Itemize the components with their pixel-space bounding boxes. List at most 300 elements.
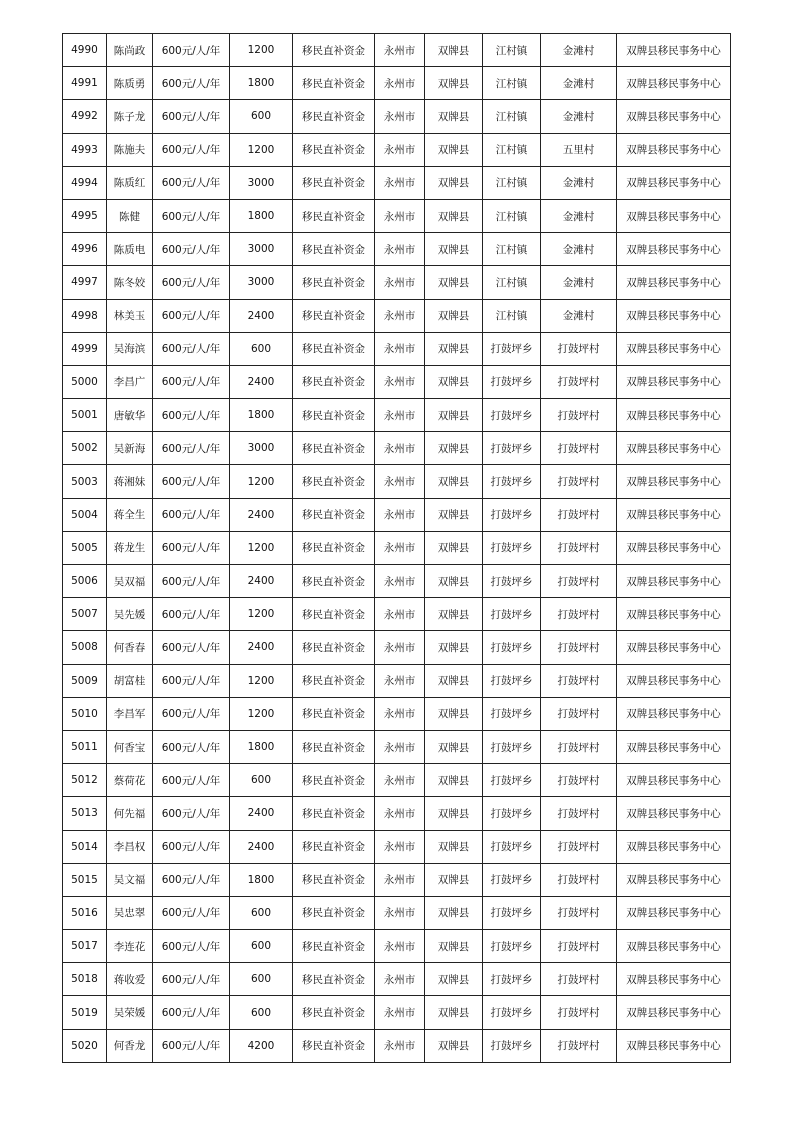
fund-type-cell: 移民直补资金	[293, 797, 375, 830]
town-cell: 江村镇	[483, 100, 541, 133]
row-number-cell: 5016	[63, 896, 107, 929]
amount-cell: 600	[230, 332, 293, 365]
name-cell: 陈质勇	[107, 67, 153, 100]
city-cell: 永州市	[375, 730, 425, 763]
table-row	[63, 266, 731, 299]
table-row	[63, 963, 731, 996]
fund-type-cell: 移民直补资金	[293, 830, 375, 863]
county-cell: 双牌县	[425, 797, 483, 830]
fund-type-cell: 移民直补资金	[293, 166, 375, 199]
amount-cell: 600	[230, 996, 293, 1029]
city-cell: 永州市	[375, 896, 425, 929]
town-cell: 打鼓坪乡	[483, 930, 541, 963]
city-cell: 永州市	[375, 797, 425, 830]
row-number-cell: 5007	[63, 598, 107, 631]
fund-type-cell: 移民直补资金	[293, 963, 375, 996]
city-cell: 永州市	[375, 697, 425, 730]
table-row	[63, 631, 731, 664]
name-cell: 何香春	[107, 631, 153, 664]
village-cell: 打鼓坪村	[541, 465, 617, 498]
name-cell: 吴双福	[107, 565, 153, 598]
amount-cell: 1200	[230, 664, 293, 697]
fund-type-cell: 移民直补资金	[293, 332, 375, 365]
fund-type-cell: 移民直补资金	[293, 498, 375, 531]
village-cell: 金滩村	[541, 233, 617, 266]
amount-cell: 1200	[230, 697, 293, 730]
table-row	[63, 332, 731, 365]
table-row	[63, 531, 731, 564]
city-cell: 永州市	[375, 930, 425, 963]
city-cell: 永州市	[375, 100, 425, 133]
name-cell: 陈冬姣	[107, 266, 153, 299]
table-row	[63, 830, 731, 863]
county-cell: 双牌县	[425, 730, 483, 763]
town-cell: 打鼓坪乡	[483, 598, 541, 631]
city-cell: 永州市	[375, 1029, 425, 1062]
fund-type-cell: 移民直补资金	[293, 697, 375, 730]
city-cell: 永州市	[375, 598, 425, 631]
standard-cell: 600元/人/年	[153, 764, 230, 797]
table-row	[63, 432, 731, 465]
row-number-cell: 5004	[63, 498, 107, 531]
fund-type-cell: 移民直补资金	[293, 233, 375, 266]
row-number-cell: 5008	[63, 631, 107, 664]
village-cell: 打鼓坪村	[541, 764, 617, 797]
amount-cell: 1800	[230, 67, 293, 100]
name-cell: 吴忠翠	[107, 896, 153, 929]
standard-cell: 600元/人/年	[153, 631, 230, 664]
standard-cell: 600元/人/年	[153, 67, 230, 100]
village-cell: 金滩村	[541, 166, 617, 199]
amount-cell: 1800	[230, 199, 293, 232]
agency-cell: 双牌县移民事务中心	[617, 631, 731, 664]
county-cell: 双牌县	[425, 34, 483, 67]
fund-type-cell: 移民直补资金	[293, 299, 375, 332]
amount-cell: 600	[230, 963, 293, 996]
row-number-cell: 5003	[63, 465, 107, 498]
amount-cell: 2400	[230, 365, 293, 398]
row-number-cell: 5002	[63, 432, 107, 465]
fund-type-cell: 移民直补资金	[293, 664, 375, 697]
table-row	[63, 565, 731, 598]
agency-cell: 双牌县移民事务中心	[617, 365, 731, 398]
row-number-cell: 4997	[63, 266, 107, 299]
table-row	[63, 996, 731, 1029]
village-cell: 打鼓坪村	[541, 963, 617, 996]
standard-cell: 600元/人/年	[153, 664, 230, 697]
name-cell: 唐敏华	[107, 399, 153, 432]
amount-cell: 4200	[230, 1029, 293, 1062]
standard-cell: 600元/人/年	[153, 830, 230, 863]
county-cell: 双牌县	[425, 266, 483, 299]
table-row	[63, 365, 731, 398]
amount-cell: 3000	[230, 432, 293, 465]
fund-type-cell: 移民直补资金	[293, 67, 375, 100]
name-cell: 陈尚政	[107, 34, 153, 67]
agency-cell: 双牌县移民事务中心	[617, 697, 731, 730]
table-row	[63, 299, 731, 332]
county-cell: 双牌县	[425, 465, 483, 498]
city-cell: 永州市	[375, 996, 425, 1029]
standard-cell: 600元/人/年	[153, 930, 230, 963]
agency-cell: 双牌县移民事务中心	[617, 896, 731, 929]
row-number-cell: 4996	[63, 233, 107, 266]
village-cell: 打鼓坪村	[541, 498, 617, 531]
table-body	[63, 34, 731, 1063]
fund-type-cell: 移民直补资金	[293, 1029, 375, 1062]
name-cell: 吴海滨	[107, 332, 153, 365]
city-cell: 永州市	[375, 432, 425, 465]
fund-type-cell: 移民直补资金	[293, 896, 375, 929]
table-row	[63, 1029, 731, 1062]
village-cell: 打鼓坪村	[541, 996, 617, 1029]
standard-cell: 600元/人/年	[153, 697, 230, 730]
name-cell: 蒋龙生	[107, 531, 153, 564]
table-row	[63, 166, 731, 199]
county-cell: 双牌县	[425, 67, 483, 100]
standard-cell: 600元/人/年	[153, 233, 230, 266]
fund-type-cell: 移民直补资金	[293, 266, 375, 299]
table-row	[63, 730, 731, 763]
village-cell: 打鼓坪村	[541, 598, 617, 631]
county-cell: 双牌县	[425, 498, 483, 531]
county-cell: 双牌县	[425, 963, 483, 996]
amount-cell: 1200	[230, 531, 293, 564]
row-number-cell: 5001	[63, 399, 107, 432]
standard-cell: 600元/人/年	[153, 133, 230, 166]
county-cell: 双牌县	[425, 896, 483, 929]
name-cell: 吴文福	[107, 863, 153, 896]
town-cell: 打鼓坪乡	[483, 531, 541, 564]
city-cell: 永州市	[375, 166, 425, 199]
amount-cell: 2400	[230, 565, 293, 598]
town-cell: 打鼓坪乡	[483, 631, 541, 664]
town-cell: 打鼓坪乡	[483, 565, 541, 598]
village-cell: 打鼓坪村	[541, 1029, 617, 1062]
city-cell: 永州市	[375, 830, 425, 863]
village-cell: 打鼓坪村	[541, 332, 617, 365]
table-row	[63, 697, 731, 730]
town-cell: 打鼓坪乡	[483, 830, 541, 863]
town-cell: 打鼓坪乡	[483, 764, 541, 797]
town-cell: 打鼓坪乡	[483, 664, 541, 697]
agency-cell: 双牌县移民事务中心	[617, 498, 731, 531]
city-cell: 永州市	[375, 963, 425, 996]
name-cell: 陈质红	[107, 166, 153, 199]
city-cell: 永州市	[375, 565, 425, 598]
table-row	[63, 664, 731, 697]
city-cell: 永州市	[375, 133, 425, 166]
agency-cell: 双牌县移民事务中心	[617, 764, 731, 797]
county-cell: 双牌县	[425, 863, 483, 896]
county-cell: 双牌县	[425, 830, 483, 863]
agency-cell: 双牌县移民事务中心	[617, 199, 731, 232]
town-cell: 打鼓坪乡	[483, 432, 541, 465]
amount-cell: 600	[230, 930, 293, 963]
standard-cell: 600元/人/年	[153, 896, 230, 929]
name-cell: 胡富桂	[107, 664, 153, 697]
table-row	[63, 67, 731, 100]
agency-cell: 双牌县移民事务中心	[617, 432, 731, 465]
village-cell: 金滩村	[541, 34, 617, 67]
name-cell: 蒋湘妹	[107, 465, 153, 498]
amount-cell: 1200	[230, 133, 293, 166]
row-number-cell: 5015	[63, 863, 107, 896]
standard-cell: 600元/人/年	[153, 34, 230, 67]
county-cell: 双牌县	[425, 631, 483, 664]
village-cell: 打鼓坪村	[541, 664, 617, 697]
standard-cell: 600元/人/年	[153, 1029, 230, 1062]
town-cell: 打鼓坪乡	[483, 996, 541, 1029]
row-number-cell: 5006	[63, 565, 107, 598]
city-cell: 永州市	[375, 67, 425, 100]
city-cell: 永州市	[375, 631, 425, 664]
county-cell: 双牌县	[425, 332, 483, 365]
amount-cell: 2400	[230, 299, 293, 332]
fund-type-cell: 移民直补资金	[293, 598, 375, 631]
village-cell: 五里村	[541, 133, 617, 166]
city-cell: 永州市	[375, 199, 425, 232]
row-number-cell: 5014	[63, 830, 107, 863]
agency-cell: 双牌县移民事务中心	[617, 930, 731, 963]
standard-cell: 600元/人/年	[153, 465, 230, 498]
name-cell: 陈质电	[107, 233, 153, 266]
county-cell: 双牌县	[425, 996, 483, 1029]
amount-cell: 1200	[230, 34, 293, 67]
agency-cell: 双牌县移民事务中心	[617, 299, 731, 332]
table-row	[63, 34, 731, 67]
fund-type-cell: 移民直补资金	[293, 631, 375, 664]
town-cell: 打鼓坪乡	[483, 697, 541, 730]
name-cell: 蒋全生	[107, 498, 153, 531]
table-row	[63, 199, 731, 232]
city-cell: 永州市	[375, 365, 425, 398]
village-cell: 打鼓坪村	[541, 830, 617, 863]
town-cell: 江村镇	[483, 199, 541, 232]
standard-cell: 600元/人/年	[153, 100, 230, 133]
row-number-cell: 4992	[63, 100, 107, 133]
fund-type-cell: 移民直补资金	[293, 930, 375, 963]
standard-cell: 600元/人/年	[153, 797, 230, 830]
row-number-cell: 4991	[63, 67, 107, 100]
row-number-cell: 5020	[63, 1029, 107, 1062]
county-cell: 双牌县	[425, 365, 483, 398]
village-cell: 打鼓坪村	[541, 863, 617, 896]
city-cell: 永州市	[375, 664, 425, 697]
fund-type-cell: 移民直补资金	[293, 565, 375, 598]
town-cell: 打鼓坪乡	[483, 730, 541, 763]
row-number-cell: 5005	[63, 531, 107, 564]
name-cell: 林美玉	[107, 299, 153, 332]
table-row	[63, 896, 731, 929]
amount-cell: 3000	[230, 166, 293, 199]
county-cell: 双牌县	[425, 166, 483, 199]
table-row	[63, 399, 731, 432]
amount-cell: 1200	[230, 598, 293, 631]
fund-type-cell: 移民直补资金	[293, 100, 375, 133]
standard-cell: 600元/人/年	[153, 199, 230, 232]
row-number-cell: 4990	[63, 34, 107, 67]
county-cell: 双牌县	[425, 764, 483, 797]
town-cell: 打鼓坪乡	[483, 863, 541, 896]
fund-type-cell: 移民直补资金	[293, 34, 375, 67]
city-cell: 永州市	[375, 299, 425, 332]
standard-cell: 600元/人/年	[153, 498, 230, 531]
county-cell: 双牌县	[425, 100, 483, 133]
table-row	[63, 797, 731, 830]
standard-cell: 600元/人/年	[153, 565, 230, 598]
village-cell: 打鼓坪村	[541, 896, 617, 929]
village-cell: 金滩村	[541, 67, 617, 100]
name-cell: 陈施夫	[107, 133, 153, 166]
agency-cell: 双牌县移民事务中心	[617, 664, 731, 697]
standard-cell: 600元/人/年	[153, 266, 230, 299]
fund-type-cell: 移民直补资金	[293, 133, 375, 166]
amount-cell: 1800	[230, 730, 293, 763]
name-cell: 蒋收爱	[107, 963, 153, 996]
county-cell: 双牌县	[425, 133, 483, 166]
county-cell: 双牌县	[425, 930, 483, 963]
standard-cell: 600元/人/年	[153, 863, 230, 896]
name-cell: 李连花	[107, 930, 153, 963]
row-number-cell: 5017	[63, 930, 107, 963]
city-cell: 永州市	[375, 863, 425, 896]
agency-cell: 双牌县移民事务中心	[617, 332, 731, 365]
county-cell: 双牌县	[425, 299, 483, 332]
county-cell: 双牌县	[425, 697, 483, 730]
agency-cell: 双牌县移民事务中心	[617, 863, 731, 896]
agency-cell: 双牌县移民事务中心	[617, 730, 731, 763]
standard-cell: 600元/人/年	[153, 730, 230, 763]
table-row	[63, 598, 731, 631]
row-number-cell: 5018	[63, 963, 107, 996]
town-cell: 江村镇	[483, 233, 541, 266]
fund-type-cell: 移民直补资金	[293, 399, 375, 432]
county-cell: 双牌县	[425, 565, 483, 598]
city-cell: 永州市	[375, 531, 425, 564]
village-cell: 打鼓坪村	[541, 697, 617, 730]
table-row	[63, 930, 731, 963]
village-cell: 打鼓坪村	[541, 531, 617, 564]
town-cell: 江村镇	[483, 166, 541, 199]
amount-cell: 600	[230, 764, 293, 797]
amount-cell: 1800	[230, 863, 293, 896]
county-cell: 双牌县	[425, 432, 483, 465]
standard-cell: 600元/人/年	[153, 299, 230, 332]
table-row	[63, 100, 731, 133]
fund-type-cell: 移民直补资金	[293, 863, 375, 896]
fund-type-cell: 移民直补资金	[293, 996, 375, 1029]
town-cell: 江村镇	[483, 34, 541, 67]
city-cell: 永州市	[375, 233, 425, 266]
row-number-cell: 5000	[63, 365, 107, 398]
row-number-cell: 4999	[63, 332, 107, 365]
row-number-cell: 4993	[63, 133, 107, 166]
table-row	[63, 863, 731, 896]
village-cell: 打鼓坪村	[541, 365, 617, 398]
agency-cell: 双牌县移民事务中心	[617, 1029, 731, 1062]
standard-cell: 600元/人/年	[153, 332, 230, 365]
village-cell: 金滩村	[541, 100, 617, 133]
table-row	[63, 133, 731, 166]
row-number-cell: 4998	[63, 299, 107, 332]
amount-cell: 3000	[230, 233, 293, 266]
town-cell: 打鼓坪乡	[483, 896, 541, 929]
standard-cell: 600元/人/年	[153, 996, 230, 1029]
agency-cell: 双牌县移民事务中心	[617, 830, 731, 863]
name-cell: 何香宝	[107, 730, 153, 763]
county-cell: 双牌县	[425, 598, 483, 631]
amount-cell: 600	[230, 896, 293, 929]
fund-type-cell: 移民直补资金	[293, 432, 375, 465]
fund-type-cell: 移民直补资金	[293, 199, 375, 232]
county-cell: 双牌县	[425, 233, 483, 266]
agency-cell: 双牌县移民事务中心	[617, 233, 731, 266]
town-cell: 打鼓坪乡	[483, 465, 541, 498]
name-cell: 陈子龙	[107, 100, 153, 133]
village-cell: 打鼓坪村	[541, 631, 617, 664]
county-cell: 双牌县	[425, 199, 483, 232]
agency-cell: 双牌县移民事务中心	[617, 67, 731, 100]
city-cell: 永州市	[375, 465, 425, 498]
table-row	[63, 498, 731, 531]
row-number-cell: 5013	[63, 797, 107, 830]
city-cell: 永州市	[375, 34, 425, 67]
agency-cell: 双牌县移民事务中心	[617, 399, 731, 432]
amount-cell: 1800	[230, 399, 293, 432]
amount-cell: 2400	[230, 631, 293, 664]
county-cell: 双牌县	[425, 1029, 483, 1062]
agency-cell: 双牌县移民事务中心	[617, 531, 731, 564]
agency-cell: 双牌县移民事务中心	[617, 465, 731, 498]
village-cell: 打鼓坪村	[541, 565, 617, 598]
agency-cell: 双牌县移民事务中心	[617, 266, 731, 299]
table-row	[63, 233, 731, 266]
standard-cell: 600元/人/年	[153, 399, 230, 432]
town-cell: 江村镇	[483, 299, 541, 332]
row-number-cell: 4995	[63, 199, 107, 232]
row-number-cell: 5011	[63, 730, 107, 763]
fund-type-cell: 移民直补资金	[293, 764, 375, 797]
agency-cell: 双牌县移民事务中心	[617, 996, 731, 1029]
village-cell: 金滩村	[541, 199, 617, 232]
fund-type-cell: 移民直补资金	[293, 531, 375, 564]
agency-cell: 双牌县移民事务中心	[617, 166, 731, 199]
standard-cell: 600元/人/年	[153, 598, 230, 631]
agency-cell: 双牌县移民事务中心	[617, 100, 731, 133]
town-cell: 江村镇	[483, 266, 541, 299]
row-number-cell: 5009	[63, 664, 107, 697]
row-number-cell: 5019	[63, 996, 107, 1029]
name-cell: 李昌权	[107, 830, 153, 863]
village-cell: 打鼓坪村	[541, 399, 617, 432]
town-cell: 打鼓坪乡	[483, 399, 541, 432]
village-cell: 打鼓坪村	[541, 432, 617, 465]
city-cell: 永州市	[375, 498, 425, 531]
village-cell: 打鼓坪村	[541, 930, 617, 963]
amount-cell: 2400	[230, 830, 293, 863]
town-cell: 打鼓坪乡	[483, 963, 541, 996]
standard-cell: 600元/人/年	[153, 365, 230, 398]
fund-type-cell: 移民直补资金	[293, 365, 375, 398]
amount-cell: 1200	[230, 465, 293, 498]
agency-cell: 双牌县移民事务中心	[617, 797, 731, 830]
agency-cell: 双牌县移民事务中心	[617, 34, 731, 67]
row-number-cell: 5010	[63, 697, 107, 730]
agency-cell: 双牌县移民事务中心	[617, 963, 731, 996]
name-cell: 李昌广	[107, 365, 153, 398]
name-cell: 吴新海	[107, 432, 153, 465]
